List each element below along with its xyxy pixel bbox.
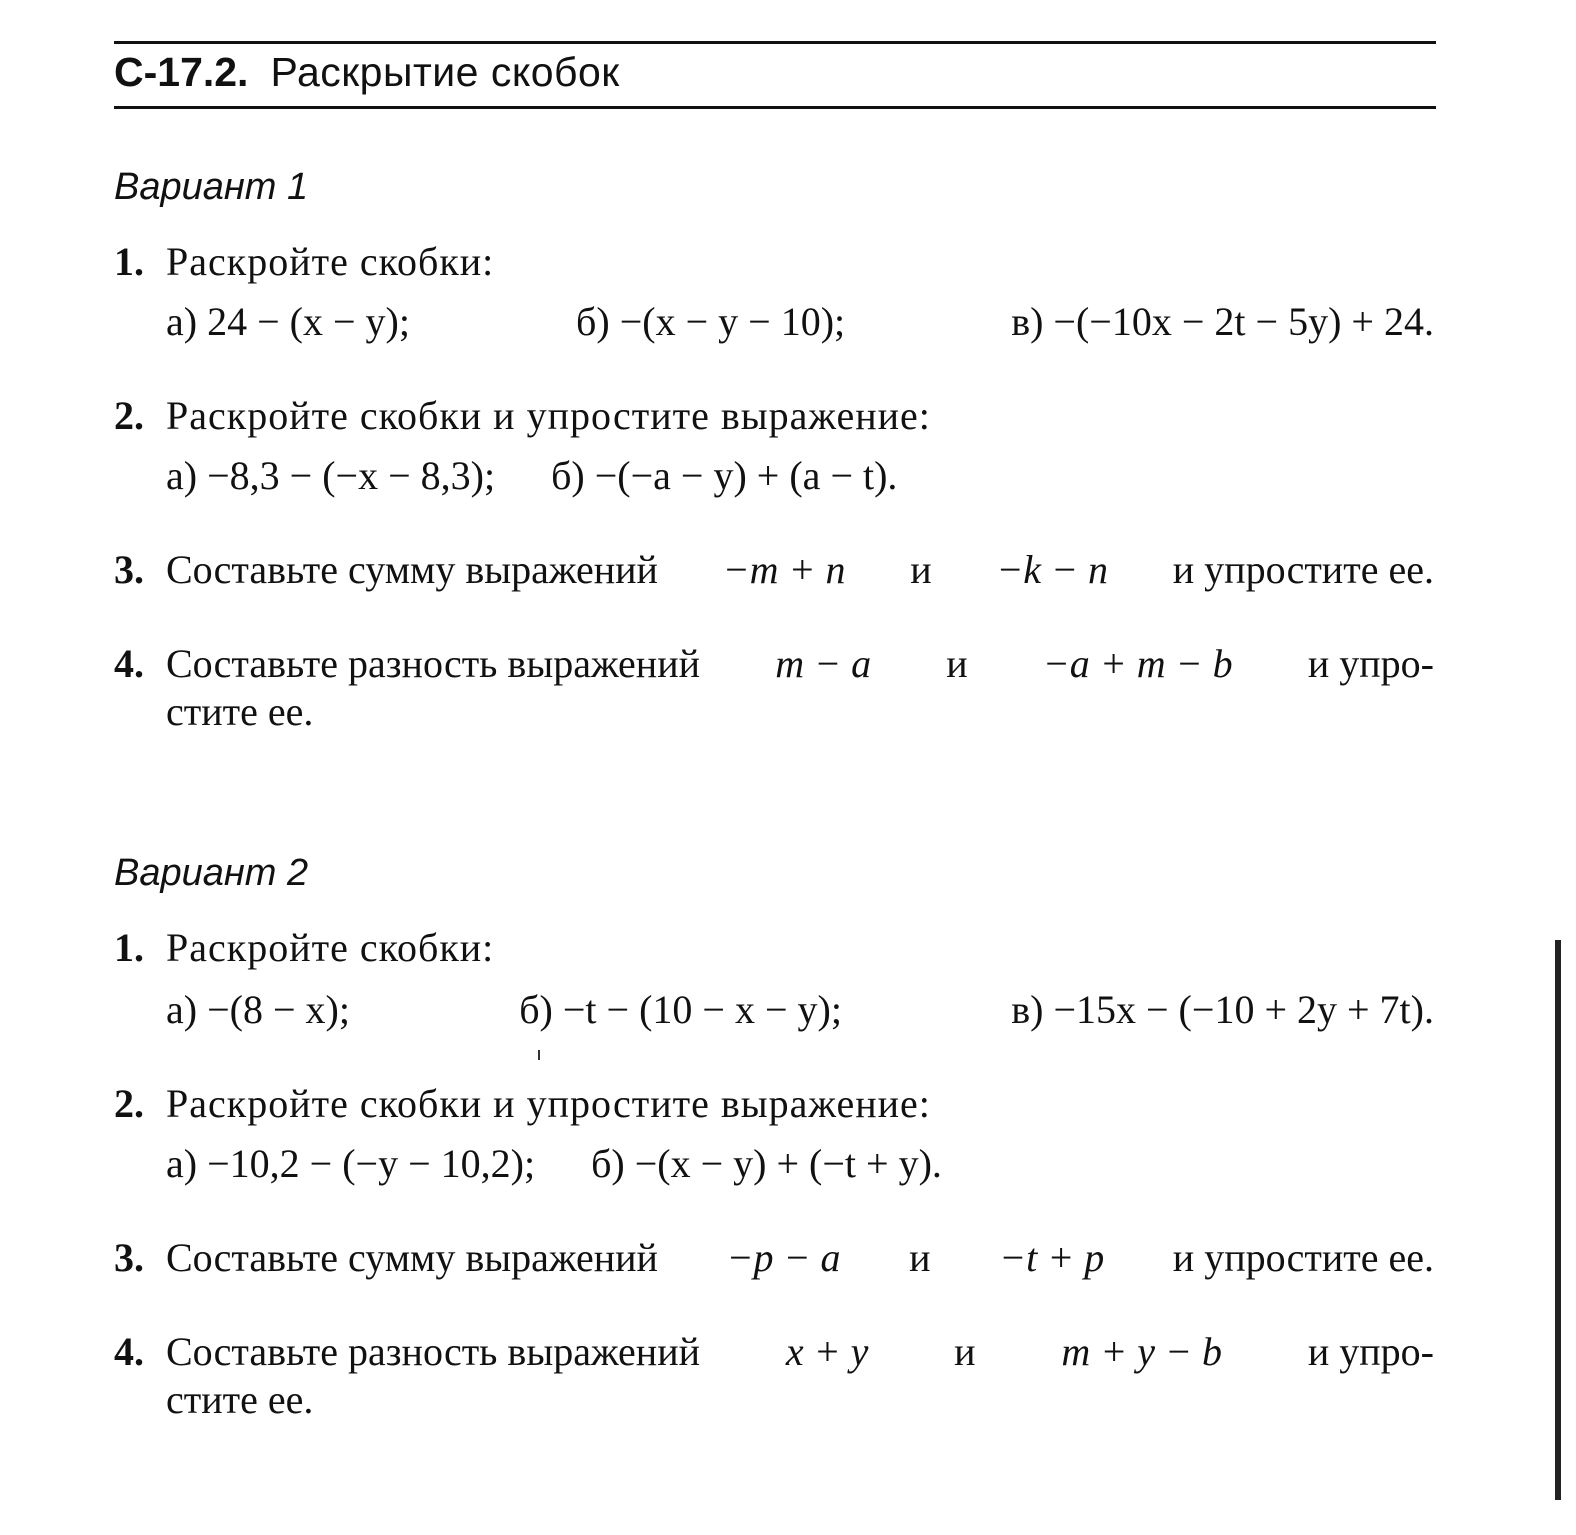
- section-title: Раскрытие скобок: [270, 48, 620, 95]
- task-phrase: и упростите ее.: [1172, 1235, 1434, 1280]
- v1-task-4-continuation: стите ее.: [166, 689, 314, 734]
- task-text: [166, 546, 1434, 594]
- task-text: Раскройте скобки и упростите выражение:: [166, 1081, 931, 1126]
- task-number: 1.: [114, 239, 144, 284]
- math-expression: m − a: [775, 641, 872, 686]
- expression-a: а) −10,2 − (−y − 10,2);: [166, 1141, 536, 1186]
- header-bottom-rule: [114, 106, 1436, 109]
- task-number: 3.: [114, 1235, 144, 1280]
- task-text: Раскройте скобки и упростите выражение:: [166, 393, 931, 438]
- task-text: [166, 1234, 1434, 1282]
- task-text: [166, 640, 1434, 688]
- math-expression: −k − n: [996, 547, 1109, 592]
- section-number: С-17.2.: [114, 48, 249, 95]
- math-expression: m + y − b: [1061, 1329, 1222, 1374]
- scan-edge-mark: [1555, 940, 1561, 1500]
- v1-task-4: [114, 640, 1434, 688]
- expression-c: в) −15x − (−10 + 2y + 7t).: [1011, 987, 1434, 1032]
- task-phrase: Составьте сумму выражений: [166, 547, 658, 592]
- expression-b: б) −(−a − y) + (a − t).: [551, 453, 898, 498]
- conjunction: и: [909, 1235, 931, 1280]
- task-phrase: Составьте сумму выражений: [166, 1235, 658, 1280]
- page-title: [114, 44, 620, 100]
- task-number: 2.: [114, 393, 144, 438]
- math-expression: −a + m − b: [1042, 641, 1233, 686]
- v2-task-4-continuation: стите ее.: [166, 1377, 314, 1422]
- v2-task-1: [114, 924, 1434, 972]
- v2-task-2: [114, 1080, 1434, 1128]
- expression-b: б) −t − (10 − x − y);: [519, 987, 842, 1032]
- v1-task-1-items: [166, 298, 1434, 346]
- task-phrase: и упро-: [1307, 1329, 1434, 1374]
- task-number: 4.: [114, 1329, 144, 1374]
- math-expression: −p − a: [726, 1235, 841, 1280]
- task-text: Раскройте скобки:: [166, 925, 495, 970]
- variant-2-heading: Вариант 2: [114, 852, 309, 894]
- expression-a: а) 24 − (x − y);: [166, 299, 410, 344]
- task-phrase: и упро-: [1307, 641, 1434, 686]
- v1-task-1: [114, 238, 1434, 286]
- expression-a: а) −8,3 − (−x − 8,3);: [166, 453, 496, 498]
- task-number: 4.: [114, 641, 144, 686]
- v2-task-1-items: [166, 986, 1434, 1034]
- task-text: Раскройте скобки:: [166, 239, 495, 284]
- task-number: 1.: [114, 925, 144, 970]
- expression-b: б) −(x − y) + (−t + y).: [591, 1141, 942, 1186]
- expression-a: а) −(8 − x);: [166, 987, 350, 1032]
- v2-task-2-items: [166, 1140, 1434, 1188]
- conjunction: и: [954, 1329, 976, 1374]
- scan-speck: [538, 1050, 540, 1060]
- v1-task-3: [114, 546, 1434, 594]
- task-number: 3.: [114, 547, 144, 592]
- conjunction: и: [946, 641, 968, 686]
- task-phrase: Составьте разность выражений: [166, 1329, 701, 1374]
- math-expression: −m + n: [722, 547, 846, 592]
- conjunction: и: [910, 547, 932, 592]
- task-phrase: и упростите ее.: [1172, 547, 1434, 592]
- math-expression: x + y: [785, 1329, 869, 1374]
- math-expression: −t + p: [999, 1235, 1105, 1280]
- v1-task-2: [114, 392, 1434, 440]
- v1-task-2-items: [166, 452, 1434, 500]
- task-text: [166, 1328, 1434, 1376]
- v2-task-3: [114, 1234, 1434, 1282]
- variant-1-heading: Вариант 1: [114, 166, 309, 208]
- expression-c: в) −(−10x − 2t − 5y) + 24.: [1011, 299, 1434, 344]
- task-number: 2.: [114, 1081, 144, 1126]
- v2-task-4: [114, 1328, 1434, 1376]
- expression-b: б) −(x − y − 10);: [576, 299, 846, 344]
- task-phrase: Составьте разность выражений: [166, 641, 701, 686]
